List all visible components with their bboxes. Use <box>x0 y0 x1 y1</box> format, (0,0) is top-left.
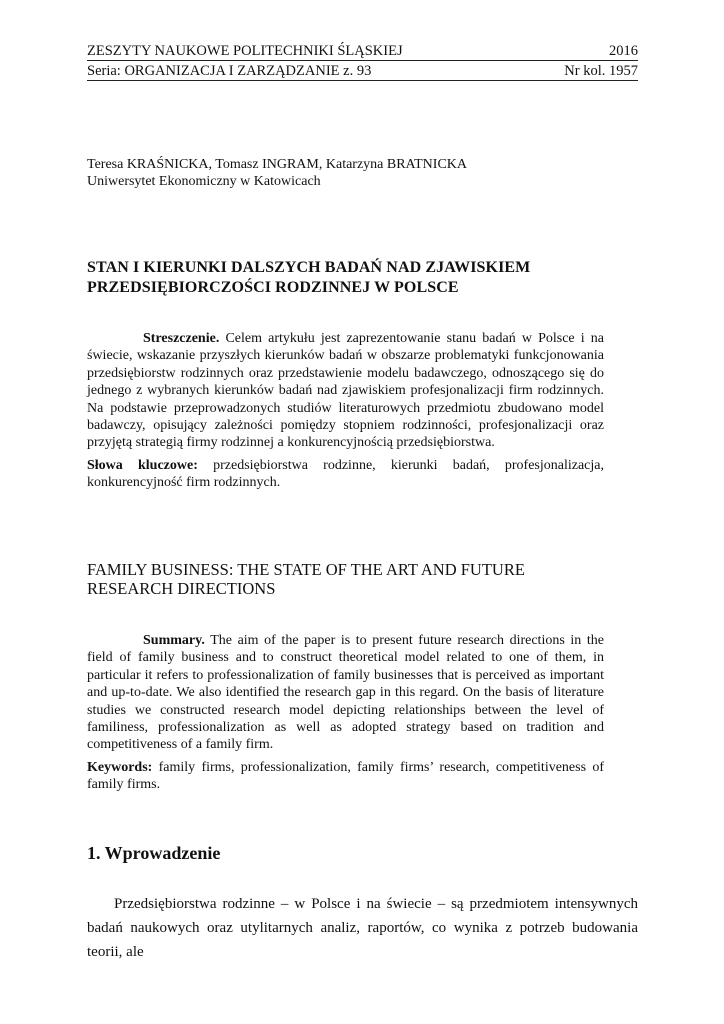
title-en-line-2: RESEARCH DIRECTIONS <box>87 579 276 598</box>
author-names: Teresa KRAŚNICKA, Tomasz INGRAM, Katarzyna BRATNICKA <box>87 157 468 172</box>
keywords-en-label: Keywords: <box>87 759 153 775</box>
section-body <box>87 892 638 964</box>
keywords-pl-text: przedsiębiorstwa rodzinne, kierunki badań, profesjonalizacja, konkurencyjność firm rodzinnych. <box>87 457 604 491</box>
issue-number: Nr kol. 1957 <box>564 63 638 79</box>
header-rule-bottom <box>87 80 638 81</box>
series-name: Seria: ORGANIZACJA I ZARZĄDZANIE z. 93 <box>87 63 372 79</box>
abstract-pl <box>87 330 604 492</box>
abstract-en-text: The aim of the paper is to present future research directions in the field of family business and to construct theoretical model related to one of them, in particular it refers to professionalization of family businesses that is perceived as important and up-to-date. We also identified the research gap in this regard. On the basis of literature studies we constructed research model depicting relationships between the level of familiness, professionalization as well as adopted strategy based on tradition and competitiveness of a family firm. <box>87 633 604 753</box>
title-pl-line-1: STAN I KIERUNKI DALSZYCH BADAŃ NAD ZJAWISKIEM <box>87 259 531 276</box>
abstract-en-paragraph <box>87 632 604 754</box>
abstract-en <box>87 632 604 794</box>
abstract-pl-paragraph <box>87 330 604 452</box>
author-affiliation: Uniwersytet Ekonomiczny w Katowicach <box>87 174 321 189</box>
keywords-pl-label: Słowa kluczowe: <box>87 457 198 473</box>
header-rule-top <box>87 60 638 61</box>
running-header <box>87 43 638 60</box>
paper-title-pl <box>87 258 638 298</box>
title-pl-line-2: PRZEDSIĘBIORCZOŚCI RODZINNEJ W POLSCE <box>87 279 459 296</box>
abstract-pl-label: Streszczenie. <box>143 331 220 346</box>
keywords-en-text: family firms, professionalization, family firms’ research, competitiveness of family firms. <box>87 759 604 793</box>
abstract-pl-text: Celem artykułu jest zaprezentowanie stanu badań w Polsce i na świecie, wskazanie przyszłych kierunków badań w obszarze problematyki funkcjonowania przedsiębiorstw rodzinnych oraz przedstawienie modelu badawczego, odnoszącego się do jednego z wybranych kierunków badań nad zjawiskiem profesjonalizacji firm rodzinnych. Na podstawie przeprowadzonych studiów literaturowych przedmiotu zbudowano model badawczy, opisujący zależności pomiędzy stopniem rodzinności, profesjonalizacji oraz przyjętą strategią firmy rodzinnej a konkurencyjnością przedsiębiorstwa. <box>87 331 604 451</box>
section-paragraph: Przedsiębiorstwa rodzinne – w Polsce i na świecie – są przedmiotem intensywnych badań naukowych oraz utylitarnych analiz, raportów, co wynika z potrzeb budowania teorii, ale <box>87 896 638 960</box>
series-line <box>87 63 638 80</box>
journal-name: ZESZYTY NAUKOWE POLITECHNIKI ŚLĄSKIEJ <box>87 43 403 59</box>
paper-title-en <box>87 560 638 598</box>
journal-year: 2016 <box>609 43 638 59</box>
author-block <box>87 156 638 190</box>
keywords-pl <box>87 457 604 492</box>
abstract-en-label: Summary. <box>143 633 205 648</box>
section-heading: 1. Wprowadzenie <box>87 843 221 863</box>
keywords-en <box>87 759 604 794</box>
title-en-line-1: FAMILY BUSINESS: THE STATE OF THE ART AND FUTURE <box>87 560 525 579</box>
